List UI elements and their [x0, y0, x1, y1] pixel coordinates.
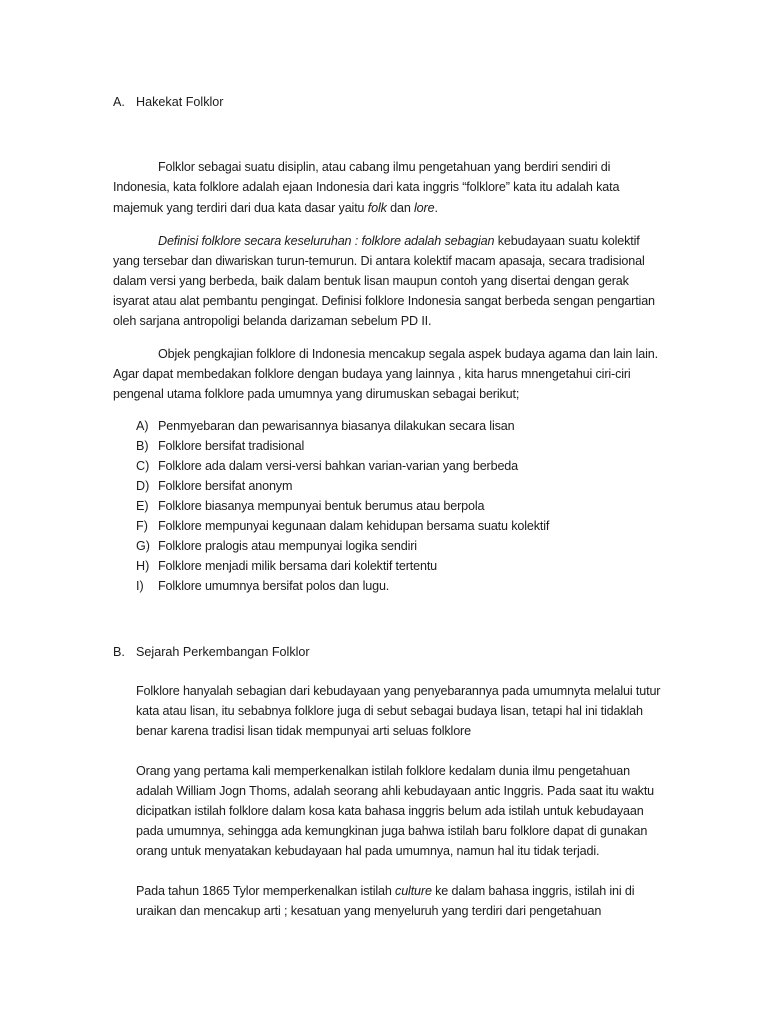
text-run: kebudayaan suatu kolektif: [497, 234, 640, 248]
list-item-label: G): [136, 539, 150, 553]
list-item: Folklore pralogis atau mempunyai logika sendiri: [158, 539, 417, 553]
list-item-label: C): [136, 459, 150, 473]
italic-phrase: Definisi folklore secara keseluruhan : folklore adalah sebagian: [158, 234, 498, 248]
list-item-label: H): [136, 559, 150, 573]
text-run: Pada tahun 1865 Tylor memperkenalkan istilah: [136, 884, 396, 898]
paragraph-line: uraikan dan mencakup arti ; kesatuan yang menyeluruh yang terdiri dari pengetahuan: [136, 904, 602, 918]
paragraph-line: Folklor sebagai suatu disiplin, atau cabang ilmu pengetahuan yang berdiri sendiri di: [158, 160, 611, 174]
paragraph-line: orang untuk menyatakan kebudayaan hal pada umumnya, namun hal itu tidak terjadi.: [136, 844, 600, 858]
paragraph-line: adalah William Jogn Thoms, adalah seorang ahli kebudayaan antic Inggris. Pada saat itu waktu: [136, 784, 655, 798]
section-b-title: Sejarah Perkembangan Folklor: [136, 645, 310, 659]
list-item-label: F): [136, 519, 148, 533]
section-a-label: A.: [113, 95, 125, 109]
paragraph-line: benar karena tradisi lisan tidak mempunyai arti seluas folklore: [136, 724, 471, 738]
paragraph-line: [158, 231, 640, 251]
list-item-label: E): [136, 499, 149, 513]
section-b-label: B.: [113, 645, 125, 659]
paragraph-line: isyarat atau alat pembantu pengingat. Definisi folklore Indonesia sangat berbeda sengan pengartian: [113, 294, 655, 308]
text-run: dan: [386, 201, 415, 215]
list-item: Folklore umumnya bersifat polos dan lugu.: [158, 579, 390, 593]
list-item: Folklore ada dalam versi-versi bahkan varian-varian yang berbeda: [158, 459, 519, 473]
paragraph-line: Indonesia, kata folklore adalah ejaan Indonesia dari kata inggris “folklore” kata itu adalah kata: [113, 180, 620, 194]
paragraph-line: Folklore hanyalah sebagian dari kebudayaan yang penyebarannya pada umumnyta melalui tutur: [136, 684, 661, 698]
italic-term: lore: [414, 201, 435, 215]
paragraph-line: pada umumnya, sehingga ada kemungkinan juga bahwa istilah baru folklore dapat di gunakan: [136, 824, 648, 838]
paragraph-line: kata atau lisan, itu sebabnya folklore juga di sebut sebagai budaya lisan, tetapi hal ini tidaklah: [136, 704, 643, 718]
paragraph-line: pengenal utama folklore pada umumnya yang dirumuskan sebagai berikut;: [113, 387, 520, 401]
list-item: Folklore mempunyai kegunaan dalam kehidupan bersama suatu kolektif: [158, 519, 550, 533]
paragraph-line: [136, 881, 634, 901]
text-run: .: [434, 201, 438, 215]
list-item: Folklore bersifat anonym: [158, 479, 293, 493]
section-a-title: Hakekat Folklor: [136, 95, 224, 109]
paragraph-line: [113, 198, 438, 218]
text-run: majemuk yang terdiri dari dua kata dasar yaitu: [113, 201, 368, 215]
list-item-label: D): [136, 479, 150, 493]
list-item-label: I): [136, 579, 144, 593]
paragraph-line: Agar dapat membedakan folklore dengan budaya yang lainnya , kita harus mnengetahui ciri-ciri: [113, 367, 631, 381]
list-item: Folklore menjadi milik bersama dari kolektif tertentu: [158, 559, 438, 573]
list-item-label: A): [136, 419, 149, 433]
paragraph-line: Objek pengkajian folklore di Indonesia mencakup segala aspek budaya agama dan lain lain.: [158, 347, 658, 361]
list-item: Penmyebaran dan pewarisannya biasanya dilakukan secara lisan: [158, 419, 515, 433]
list-item: Folklore biasanya mempunyai bentuk berumus atau berpola: [158, 499, 485, 513]
list-item-label: B): [136, 439, 149, 453]
italic-term: folk: [367, 201, 387, 215]
list-item: Folklore bersifat tradisional: [158, 439, 305, 453]
paragraph-line: dalam versi yang berbeda, baik dalam bentuk lisan maupun contoh yang disertai dengan gerak: [113, 274, 629, 288]
paragraph-line: yang tersebar dan diwariskan turun-temurun. Di antara kolektif macam apasaja, secara tradisional: [113, 254, 645, 268]
paragraph-line: Orang yang pertama kali memperkenalkan istilah folklore kedalam dunia ilmu pengetahuan: [136, 764, 630, 778]
italic-term: culture: [395, 884, 432, 898]
paragraph-line: oleh sarjana antropoligi belanda darizaman sebelum PD II.: [113, 314, 432, 328]
text-run: ke dalam bahasa inggris, istilah ini di: [431, 884, 635, 898]
paragraph-line: dicipatkan istilah folklore dalam kosa kata bahasa inggris belum ada istilah untuk kebudayaan: [136, 804, 644, 818]
